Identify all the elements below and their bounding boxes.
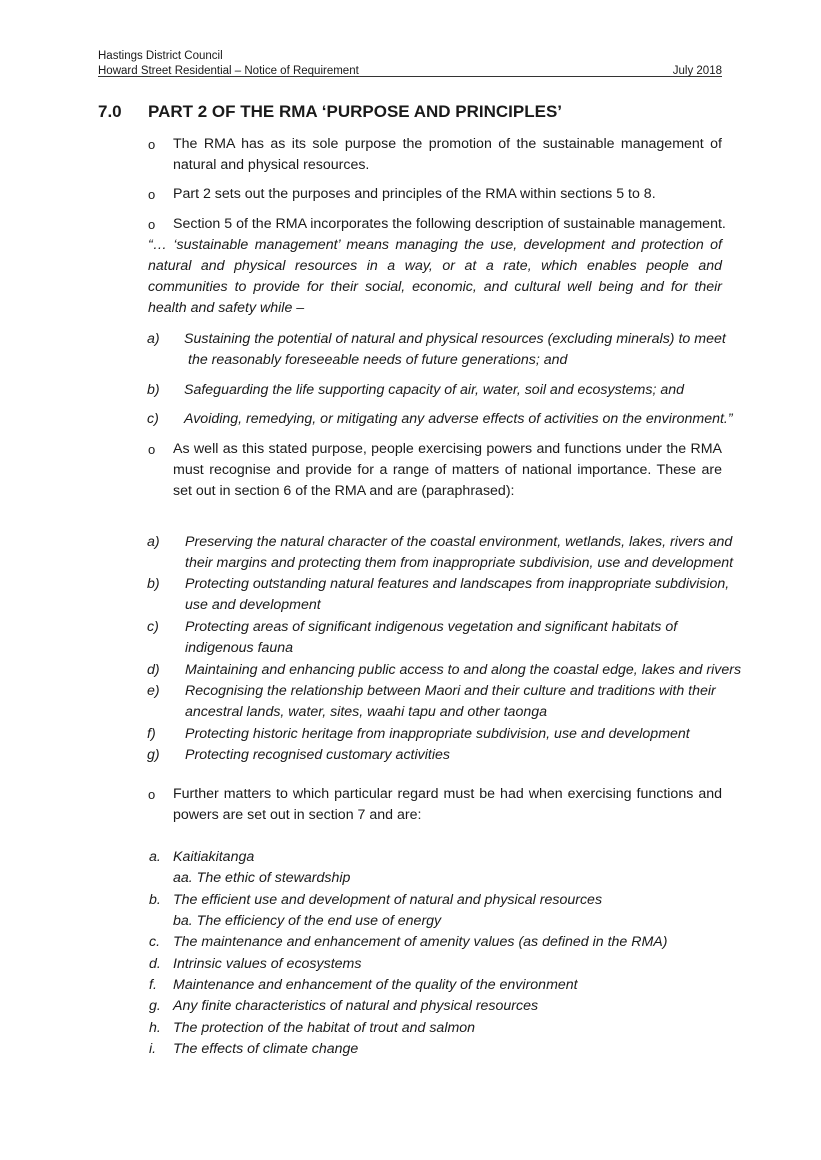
bullet-paragraph-3: Section 5 of the RMA incorporates the following description of sustainable management. [173, 216, 726, 232]
header-org: Hastings District Council [98, 50, 223, 62]
list-marker: c) [147, 411, 159, 427]
section6-item-line: Protecting historic heritage from inappropriate subdivision, use and development [185, 726, 690, 742]
section7-item: The efficient use and development of natural and physical resources [173, 892, 603, 908]
list-marker: a) [147, 534, 160, 550]
section7-item: aa. The ethic of stewardship [173, 870, 351, 886]
list-marker: f) [147, 726, 156, 742]
list-marker: c. [149, 934, 161, 950]
section7-item: Kaitiakitanga [173, 849, 255, 865]
list-marker: b) [147, 576, 160, 592]
section6-item-line: Maintaining and enhancing public access to and along the coastal edge, lakes and rivers [185, 662, 742, 678]
section-title: PART 2 OF THE RMA ‘PURPOSE AND PRINCIPLES’ [148, 102, 563, 121]
section7-item: The effects of climate change [173, 1041, 359, 1057]
section7-item: The maintenance and enhancement of amenity values (as defined in the RMA) [173, 934, 668, 950]
bullet-paragraph-4: As well as this stated purpose, people exercising powers and functions under the RMA must recognise and provide for a range of matters of national importance. These are set out in section 6 of the RMA and are (paraphrased): [173, 441, 722, 499]
bullet-marker: o [148, 187, 156, 202]
list-marker: c) [147, 619, 159, 635]
list-marker: b) [147, 382, 160, 398]
bullet-marker: o [148, 787, 156, 802]
list-marker: h. [149, 1020, 161, 1036]
header-date: July 2018 [672, 65, 722, 77]
section6-item-line: Protecting outstanding natural features and landscapes from inappropriate subdivision, [185, 576, 730, 592]
sustainable-management-quote: “… ‘sustainable management’ means managing the use, development and protection of natural and physical resources in a way, or at a rate, which enables people and communities to provide for their social, economic, and cultural well being and for their health and safety while – [148, 237, 722, 316]
list-marker: i. [149, 1041, 157, 1057]
quote-item-line: Safeguarding the life supporting capacity of air, water, soil and ecosystems; and [184, 382, 685, 398]
list-marker: g. [149, 998, 161, 1014]
list-marker: a) [147, 331, 160, 347]
list-marker: e) [147, 683, 160, 699]
header-rule [98, 76, 722, 77]
section6-item-line: Protecting areas of significant indigenous vegetation and significant habitats of [185, 619, 678, 635]
section6-item-line: Recognising the relationship between Maori and their culture and traditions with their [185, 683, 716, 699]
section7-item: ba. The efficiency of the end use of energy [173, 913, 442, 929]
section7-item: Intrinsic values of ecosystems [173, 956, 362, 972]
list-marker: g) [147, 747, 160, 763]
section6-item-line: Preserving the natural character of the coastal environment, wetlands, lakes, rivers and [185, 534, 733, 550]
section7-item: Any finite characteristics of natural and physical resources [173, 998, 539, 1014]
quote-item-line: Sustaining the potential of natural and physical resources (excluding minerals) to meet [184, 331, 726, 347]
list-marker: f. [149, 977, 157, 993]
bullet-marker: o [148, 217, 156, 232]
bullet-paragraph-5: Further matters to which particular regard must be had when exercising functions and powers are set out in section 7 and are: [173, 786, 722, 823]
section6-item-line: ancestral lands, water, sites, waahi tapu and other taonga [185, 704, 548, 720]
section6-item-line: indigenous fauna [185, 640, 294, 656]
quote-item-line: the reasonably foreseeable needs of future generations; and [188, 352, 568, 368]
section6-item-line: their margins and protecting them from inappropriate subdivision, use and development [185, 555, 734, 571]
list-marker: d. [149, 956, 161, 972]
list-marker: b. [149, 892, 161, 908]
bullet-marker: o [148, 442, 156, 457]
bullet-paragraph-2: Part 2 sets out the purposes and principles of the RMA within sections 5 to 8. [173, 186, 656, 202]
header-doc-title: Howard Street Residential – Notice of Requirement [98, 65, 359, 77]
quote-item-line: Avoiding, remedying, or mitigating any adverse effects of activities on the environment.” [184, 411, 733, 427]
list-marker: d) [147, 662, 160, 678]
section7-item: The protection of the habitat of trout and salmon [173, 1020, 476, 1036]
section-number: 7.0 [98, 102, 122, 121]
list-marker: a. [149, 849, 161, 865]
section6-item-line: use and development [185, 597, 321, 613]
bullet-paragraph-1: The RMA has as its sole purpose the promotion of the sustainable management of natural and physical resources. [173, 136, 722, 173]
section6-item-line: Protecting recognised customary activities [185, 747, 450, 763]
section7-item: Maintenance and enhancement of the quality of the environment [173, 977, 578, 993]
bullet-marker: o [148, 137, 156, 152]
